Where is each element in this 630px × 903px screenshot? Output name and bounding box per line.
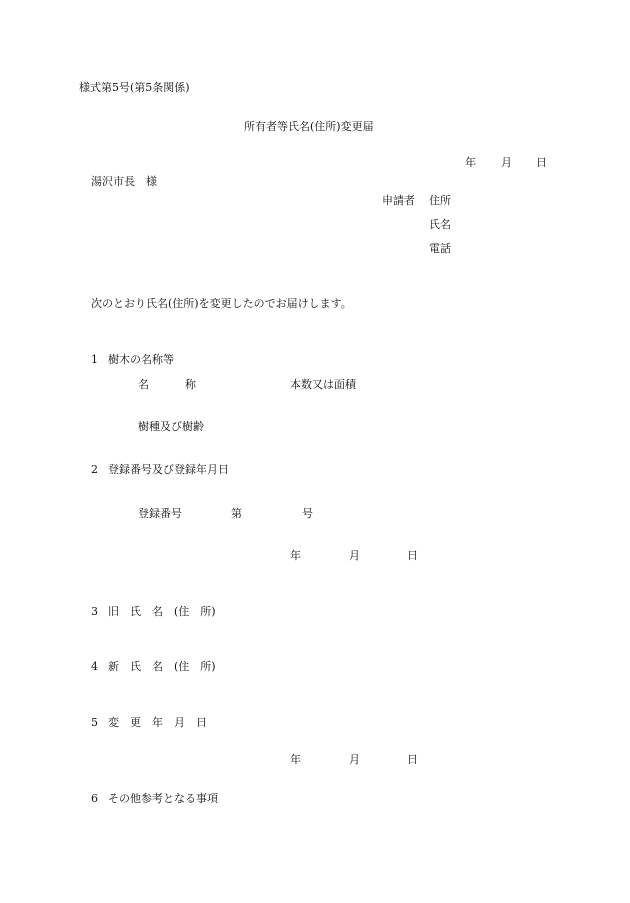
tree-name-label-b: 称 xyxy=(185,378,196,391)
section-3-number: 3 xyxy=(91,605,98,618)
tree-species-label: 樹種及び樹齢 xyxy=(138,420,204,433)
change-month: 月 xyxy=(349,753,360,766)
registration-month: 月 xyxy=(349,549,360,562)
section-1-number: 1 xyxy=(91,353,98,366)
registration-go: 号 xyxy=(302,507,313,520)
section-1-title: 樹木の名称等 xyxy=(108,353,174,366)
applicant-phone-label: 電話 xyxy=(429,242,451,255)
registration-year: 年 xyxy=(290,549,301,562)
section-4-title: 新 氏 名 (住 所) xyxy=(108,660,216,673)
date-day: 日 xyxy=(536,156,547,169)
tree-count-label: 本数又は面積 xyxy=(290,378,356,391)
section-2-number: 2 xyxy=(91,463,98,476)
section-5-number: 5 xyxy=(91,716,98,729)
form-reference: 様式第5号(第5条関係) xyxy=(79,81,190,94)
applicant-name-label: 氏名 xyxy=(429,218,451,231)
tree-name-label-a: 名 xyxy=(138,378,149,391)
change-day: 日 xyxy=(407,753,418,766)
registration-number-label: 登録番号 xyxy=(138,507,182,520)
section-6-number: 6 xyxy=(91,792,98,805)
section-3-title: 旧 氏 名 (住 所) xyxy=(108,605,216,618)
document-title: 所有者等氏名(住所)変更届 xyxy=(244,120,374,133)
section-2-title: 登録番号及び登録年月日 xyxy=(108,463,229,476)
section-4-number: 4 xyxy=(91,660,98,673)
date-month: 月 xyxy=(501,156,512,169)
date-year: 年 xyxy=(465,156,476,169)
applicant-label: 申請者 xyxy=(382,194,415,207)
section-5-title: 変 更 年 月 日 xyxy=(108,716,207,729)
section-6-title: その他参考となる事項 xyxy=(108,792,218,805)
statement: 次のとおり氏名(住所)を変更したのでお届けします。 xyxy=(91,297,352,310)
change-year: 年 xyxy=(290,753,301,766)
addressee: 湯沢市長 様 xyxy=(91,175,157,188)
registration-dai: 第 xyxy=(231,507,242,520)
registration-day: 日 xyxy=(407,549,418,562)
applicant-address-label: 住所 xyxy=(429,194,451,207)
